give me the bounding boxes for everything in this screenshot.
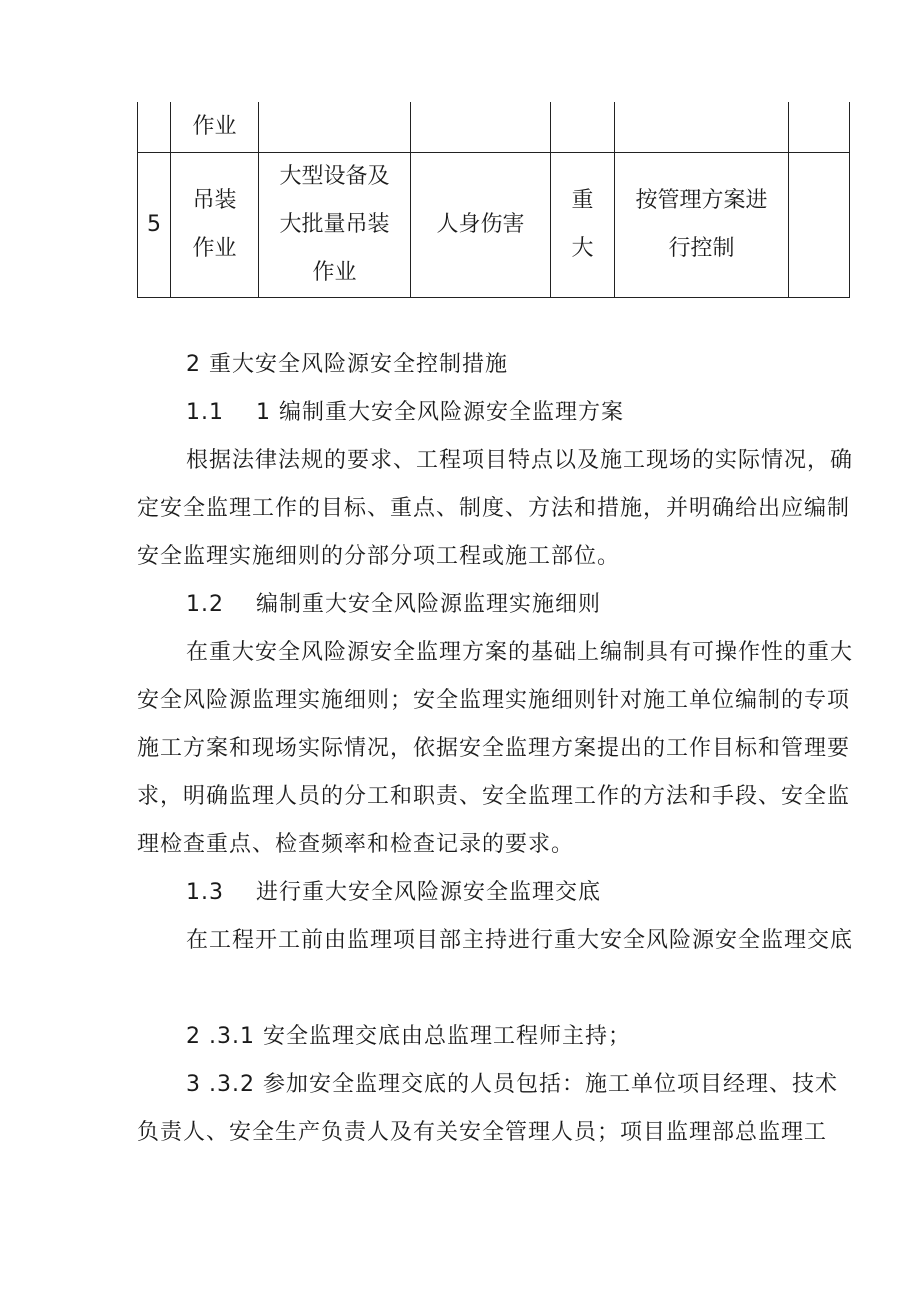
subsection-title: 进行重大安全风险源安全监理交底 xyxy=(255,880,601,905)
subsection-title: 1 编制重大安全风险源安全监理方案 xyxy=(255,400,624,425)
cell-activity: 作业 xyxy=(171,102,259,153)
subsection-number: 1.1 xyxy=(186,400,224,425)
subsection-number: 1.3 xyxy=(186,880,224,905)
cell-no xyxy=(138,102,171,153)
cell-detail xyxy=(259,102,411,153)
table-row xyxy=(138,102,850,153)
cell-measure: 按管理方案进 行控制 xyxy=(615,153,789,298)
section-heading: 2 重大安全风险源安全控制措施 xyxy=(186,352,508,377)
paragraph: 在工程开工前由监理项目部主持进行重大安全风险源安全监理交底 xyxy=(186,928,854,953)
paragraph: 根据法律法规的要求、工程项目特点以及施工现场的实际情况，确定安全监理工作的目标、重点、制度、方法和措施，并明确给出应编制安全监理实施细则的分部分项工程或施工部位。 xyxy=(137,448,854,569)
paragraph: 在重大安全风险源安全监理方案的基础上编制具有可操作性的重大安全风险源监理实施细则；安全监理实施细则针对施工单位编制的专项施工方案和现场实际情况，依据安全监理方案提出的工作目标和管理要求，明确监理人员的分工和职责、安全监理工作的方法和手段、安全监理检查重点、检查频率和检查记录的要求。 xyxy=(137,640,854,857)
subsection-title: 编制重大安全风险源监理实施细则 xyxy=(255,592,601,617)
cell-no: 5 xyxy=(138,153,171,298)
subsection-number: 1.2 xyxy=(186,592,224,617)
cell-remark xyxy=(789,153,850,298)
cell-consequence: 人身伤害 xyxy=(411,153,551,298)
table-row xyxy=(138,153,850,298)
cell-activity: 吊装 作业 xyxy=(171,153,259,298)
subsection-heading xyxy=(186,389,906,437)
cell-level xyxy=(551,102,615,153)
cell-level: 重 大 xyxy=(551,153,615,298)
cell-measure xyxy=(615,102,789,153)
risk-source-table xyxy=(137,102,850,298)
paragraph: 2 .3.1 安全监理交底由总监理工程师主持； xyxy=(186,1024,631,1049)
subsection-heading xyxy=(186,869,906,917)
subsection-heading xyxy=(186,581,906,629)
cell-remark xyxy=(789,102,850,153)
cell-detail: 大型设备及 大批量吊装 作业 xyxy=(259,153,411,298)
paragraph: 3 .3.2 参加安全监理交底的人员包括：施工单位项目经理、技术负责人、安全生产负责人及有关安全管理人员；项目监理部总监理工 xyxy=(137,1072,838,1145)
cell-consequence xyxy=(411,102,551,153)
